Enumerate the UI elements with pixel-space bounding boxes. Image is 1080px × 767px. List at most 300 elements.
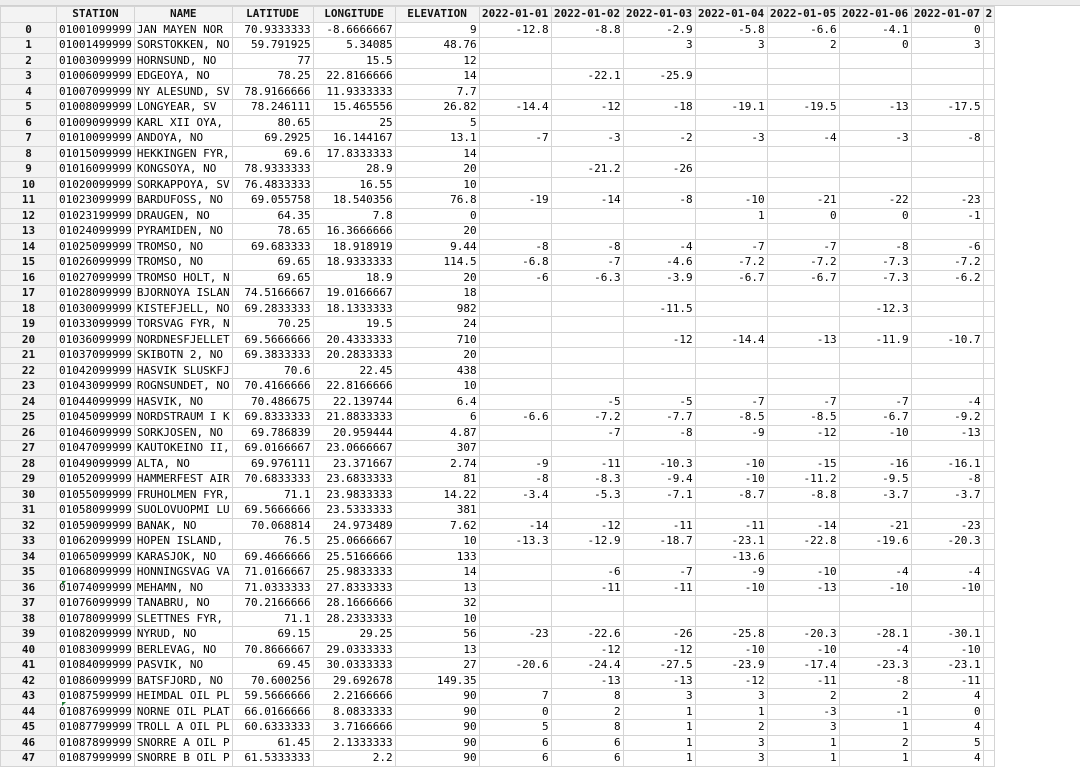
table-cell[interactable]: -7 [839, 394, 911, 410]
table-cell[interactable]: -10 [839, 580, 911, 596]
table-cell[interactable] [911, 224, 983, 240]
table-cell[interactable]: -6 [551, 565, 623, 581]
table-cell[interactable]: -28.1 [839, 627, 911, 643]
table-cell[interactable] [767, 611, 839, 627]
table-cell[interactable]: -16.1 [911, 456, 983, 472]
table-cell[interactable]: 01045099999 [57, 410, 135, 426]
table-cell[interactable]: -18 [623, 100, 695, 116]
table-cell[interactable]: TROMSO HOLT, N [134, 270, 232, 286]
table-cell[interactable]: -14.4 [695, 332, 767, 348]
table-cell[interactable]: 6 [479, 751, 551, 767]
table-cell[interactable] [695, 286, 767, 302]
table-cell[interactable]: 18.1333333 [313, 301, 395, 317]
table-cell[interactable]: 25.9833333 [313, 565, 395, 581]
table-cell[interactable]: 149.35 [395, 673, 479, 689]
table-cell[interactable]: 13.1 [395, 131, 479, 147]
table-cell[interactable] [551, 286, 623, 302]
table-cell[interactable] [983, 735, 995, 751]
table-cell[interactable]: PYRAMIDEN, NO [134, 224, 232, 240]
table-cell[interactable] [839, 379, 911, 395]
table-cell[interactable]: HONNINGSVAG VA [134, 565, 232, 581]
row-index-cell[interactable]: 22 [1, 363, 57, 379]
table-cell[interactable] [695, 84, 767, 100]
table-cell[interactable]: -9.2 [911, 410, 983, 426]
table-cell[interactable] [479, 286, 551, 302]
table-cell[interactable]: 16.3666666 [313, 224, 395, 240]
table-cell[interactable]: -3.7 [839, 487, 911, 503]
table-cell[interactable]: 4 [911, 720, 983, 736]
table-cell[interactable]: LONGYEAR, SV [134, 100, 232, 116]
table-cell[interactable]: 01009099999 [57, 115, 135, 131]
table-cell[interactable]: 74.5166667 [232, 286, 313, 302]
table-cell[interactable] [479, 596, 551, 612]
table-cell[interactable] [551, 208, 623, 224]
table-cell[interactable]: 70.068814 [232, 518, 313, 534]
table-cell[interactable]: -8.7 [695, 487, 767, 503]
table-cell[interactable]: -3 [695, 131, 767, 147]
table-cell[interactable]: -13 [623, 673, 695, 689]
table-cell[interactable] [767, 84, 839, 100]
table-cell[interactable]: MEHAMN, NO [134, 580, 232, 596]
table-cell[interactable]: -7.1 [623, 487, 695, 503]
table-cell[interactable] [767, 441, 839, 457]
table-cell[interactable]: 22.8166666 [313, 69, 395, 85]
table-cell[interactable]: -11 [623, 580, 695, 596]
table-cell[interactable]: KARASJOK, NO [134, 549, 232, 565]
table-cell[interactable]: 70.6833333 [232, 472, 313, 488]
table-cell[interactable]: 13 [395, 642, 479, 658]
table-cell[interactable] [551, 53, 623, 69]
table-cell[interactable]: 69.5666666 [232, 503, 313, 519]
row-index-cell[interactable]: 13 [1, 224, 57, 240]
table-cell[interactable] [551, 38, 623, 54]
table-cell[interactable]: -22 [839, 193, 911, 209]
table-cell[interactable]: 01023099999 [57, 193, 135, 209]
table-cell[interactable]: -10 [695, 456, 767, 472]
column-header[interactable]: 2 [983, 7, 995, 23]
table-cell[interactable]: 17.8333333 [313, 146, 395, 162]
table-cell[interactable] [479, 580, 551, 596]
table-cell[interactable] [911, 84, 983, 100]
row-index-cell[interactable]: 15 [1, 255, 57, 271]
table-cell[interactable]: 5.34085 [313, 38, 395, 54]
row-index-cell[interactable]: 7 [1, 131, 57, 147]
table-cell[interactable]: 01049099999 [57, 456, 135, 472]
table-cell[interactable]: -20.3 [767, 627, 839, 643]
table-cell[interactable]: 1 [767, 735, 839, 751]
table-cell[interactable]: 20 [395, 270, 479, 286]
table-cell[interactable] [479, 317, 551, 333]
row-index-cell[interactable]: 33 [1, 534, 57, 550]
table-cell[interactable]: -22.6 [551, 627, 623, 643]
table-cell[interactable]: 01001099999 [57, 22, 135, 38]
table-cell[interactable]: NORDNESFJELLET [134, 332, 232, 348]
table-cell[interactable]: 1 [623, 735, 695, 751]
table-cell[interactable]: DRAUGEN, NO [134, 208, 232, 224]
table-cell[interactable] [983, 472, 995, 488]
table-cell[interactable] [911, 162, 983, 178]
table-cell[interactable] [983, 38, 995, 54]
table-cell[interactable] [695, 503, 767, 519]
table-cell[interactable]: -7 [695, 394, 767, 410]
row-index-cell[interactable]: 30 [1, 487, 57, 503]
table-cell[interactable]: 8 [551, 720, 623, 736]
column-header[interactable]: 2022-01-01 [479, 7, 551, 23]
table-cell[interactable]: -9.5 [839, 472, 911, 488]
table-cell[interactable]: -19.6 [839, 534, 911, 550]
table-cell[interactable]: KISTEFJELL, NO [134, 301, 232, 317]
table-cell[interactable]: -15 [767, 456, 839, 472]
row-index-cell[interactable]: 28 [1, 456, 57, 472]
table-cell[interactable] [911, 286, 983, 302]
table-cell[interactable] [911, 379, 983, 395]
table-cell[interactable]: 23.0666667 [313, 441, 395, 457]
table-cell[interactable]: 70.4166666 [232, 379, 313, 395]
table-cell[interactable]: -7 [767, 394, 839, 410]
table-cell[interactable] [623, 441, 695, 457]
table-cell[interactable]: TROMSO, NO [134, 255, 232, 271]
table-cell[interactable]: 6 [551, 735, 623, 751]
table-cell[interactable] [623, 115, 695, 131]
table-cell[interactable]: 6 [479, 735, 551, 751]
table-cell[interactable]: 18.918919 [313, 239, 395, 255]
table-cell[interactable] [479, 84, 551, 100]
table-cell[interactable]: 80.65 [232, 115, 313, 131]
table-cell[interactable] [767, 69, 839, 85]
table-cell[interactable]: 01047099999 [57, 441, 135, 457]
table-cell[interactable] [551, 146, 623, 162]
table-cell[interactable]: TROLL A OIL PL [134, 720, 232, 736]
table-cell[interactable]: -6 [911, 239, 983, 255]
table-cell[interactable]: 78.9166666 [232, 84, 313, 100]
table-cell[interactable]: -6.2 [911, 270, 983, 286]
table-cell[interactable]: KAUTOKEINO II, [134, 441, 232, 457]
row-index-cell[interactable]: 18 [1, 301, 57, 317]
table-cell[interactable] [983, 534, 995, 550]
table-cell[interactable] [623, 549, 695, 565]
table-cell[interactable]: 01023199999 [57, 208, 135, 224]
table-cell[interactable] [983, 162, 995, 178]
table-cell[interactable] [983, 146, 995, 162]
table-cell[interactable]: HOPEN ISLAND, [134, 534, 232, 550]
table-cell[interactable]: -5.3 [551, 487, 623, 503]
table-cell[interactable]: 69.976111 [232, 456, 313, 472]
table-cell[interactable]: 69.6 [232, 146, 313, 162]
table-cell[interactable] [695, 441, 767, 457]
table-cell[interactable] [767, 146, 839, 162]
table-cell[interactable]: 23.5333333 [313, 503, 395, 519]
table-cell[interactable]: 0 [911, 22, 983, 38]
table-cell[interactable] [839, 53, 911, 69]
table-cell[interactable] [839, 596, 911, 612]
table-cell[interactable]: -9 [479, 456, 551, 472]
table-cell[interactable] [983, 642, 995, 658]
table-cell[interactable] [911, 363, 983, 379]
table-cell[interactable] [479, 673, 551, 689]
table-cell[interactable]: 982 [395, 301, 479, 317]
table-cell[interactable]: 78.246111 [232, 100, 313, 116]
table-cell[interactable]: 3 [695, 751, 767, 767]
table-cell[interactable] [551, 348, 623, 364]
table-cell[interactable] [839, 503, 911, 519]
table-cell[interactable]: -2.9 [623, 22, 695, 38]
table-cell[interactable]: 23.371667 [313, 456, 395, 472]
table-cell[interactable]: 2.1333333 [313, 735, 395, 751]
table-cell[interactable]: SORSTOKKEN, NO [134, 38, 232, 54]
table-cell[interactable]: -12 [623, 332, 695, 348]
table-cell[interactable]: -11 [911, 673, 983, 689]
table-cell[interactable]: -4.1 [839, 22, 911, 38]
table-cell[interactable]: 01036099999 [57, 332, 135, 348]
table-cell[interactable] [551, 224, 623, 240]
table-cell[interactable]: 0 [911, 704, 983, 720]
table-cell[interactable] [695, 317, 767, 333]
table-cell[interactable] [551, 379, 623, 395]
row-index-cell[interactable]: 46 [1, 735, 57, 751]
table-cell[interactable]: 10 [395, 379, 479, 395]
table-cell[interactable]: 90 [395, 735, 479, 751]
table-cell[interactable]: 7.8 [313, 208, 395, 224]
table-cell[interactable]: 16.55 [313, 177, 395, 193]
column-header[interactable]: 2022-01-02 [551, 7, 623, 23]
table-cell[interactable] [479, 208, 551, 224]
table-cell[interactable] [839, 348, 911, 364]
table-cell[interactable]: 90 [395, 720, 479, 736]
table-cell[interactable]: -17.5 [911, 100, 983, 116]
row-index-cell[interactable]: 43 [1, 689, 57, 705]
table-cell[interactable] [695, 177, 767, 193]
table-cell[interactable]: -27.5 [623, 658, 695, 674]
table-cell[interactable]: 69.0166667 [232, 441, 313, 457]
table-cell[interactable]: 2 [551, 704, 623, 720]
table-cell[interactable] [695, 53, 767, 69]
column-header[interactable]: 2022-01-05 [767, 7, 839, 23]
table-cell[interactable]: 90 [395, 689, 479, 705]
table-cell[interactable]: 0 [839, 208, 911, 224]
table-cell[interactable]: -21.2 [551, 162, 623, 178]
table-cell[interactable]: 01025099999 [57, 239, 135, 255]
row-index-cell[interactable]: 34 [1, 549, 57, 565]
table-cell[interactable]: 8.0833333 [313, 704, 395, 720]
table-cell[interactable]: -8 [623, 425, 695, 441]
table-cell[interactable]: 19.5 [313, 317, 395, 333]
table-cell[interactable]: -10 [695, 642, 767, 658]
table-cell[interactable]: 18.540356 [313, 193, 395, 209]
table-cell[interactable]: 01030099999 [57, 301, 135, 317]
table-cell[interactable]: -20.6 [479, 658, 551, 674]
table-cell[interactable] [767, 348, 839, 364]
table-cell[interactable]: SUOLOVUOPMI LU [134, 503, 232, 519]
table-cell[interactable] [983, 239, 995, 255]
table-cell[interactable] [911, 317, 983, 333]
table-cell[interactable]: 0 [839, 38, 911, 54]
table-cell[interactable]: 7.62 [395, 518, 479, 534]
table-cell[interactable]: 01087999999 [57, 751, 135, 767]
table-cell[interactable] [695, 224, 767, 240]
table-cell[interactable]: -8.5 [695, 410, 767, 426]
table-cell[interactable]: 20.2833333 [313, 348, 395, 364]
table-cell[interactable]: -10 [911, 580, 983, 596]
row-index-cell[interactable]: 14 [1, 239, 57, 255]
table-cell[interactable]: 1 [839, 720, 911, 736]
table-cell[interactable]: 69.65 [232, 270, 313, 286]
table-cell[interactable]: -8 [911, 472, 983, 488]
table-cell[interactable] [479, 224, 551, 240]
table-cell[interactable] [479, 642, 551, 658]
table-cell[interactable]: ROGNSUNDET, NO [134, 379, 232, 395]
table-cell[interactable]: 29.25 [313, 627, 395, 643]
table-cell[interactable]: 59.791925 [232, 38, 313, 54]
table-cell[interactable]: 01008099999 [57, 100, 135, 116]
table-cell[interactable] [551, 301, 623, 317]
table-cell[interactable]: SLETTNES FYR, [134, 611, 232, 627]
table-cell[interactable] [479, 565, 551, 581]
table-cell[interactable]: -7.2 [767, 255, 839, 271]
row-index-cell[interactable]: 39 [1, 627, 57, 643]
table-cell[interactable]: 29.692678 [313, 673, 395, 689]
table-cell[interactable]: 25.5166666 [313, 549, 395, 565]
table-cell[interactable]: 01084099999 [57, 658, 135, 674]
table-cell[interactable]: 18 [395, 286, 479, 302]
table-cell[interactable]: SORKAPPOYA, SV [134, 177, 232, 193]
table-cell[interactable]: -18.7 [623, 534, 695, 550]
table-cell[interactable]: -6.7 [839, 410, 911, 426]
table-cell[interactable] [911, 549, 983, 565]
table-cell[interactable] [623, 224, 695, 240]
table-cell[interactable]: 2.2166666 [313, 689, 395, 705]
table-cell[interactable]: -8 [479, 472, 551, 488]
row-index-cell[interactable]: 20 [1, 332, 57, 348]
table-cell[interactable] [479, 53, 551, 69]
table-cell[interactable]: 23.6833333 [313, 472, 395, 488]
table-cell[interactable] [767, 596, 839, 612]
table-cell[interactable]: 23.9833333 [313, 487, 395, 503]
table-cell[interactable]: -21 [839, 518, 911, 534]
table-cell[interactable]: -6.6 [479, 410, 551, 426]
table-cell[interactable]: 1 [839, 751, 911, 767]
table-cell[interactable]: -9.4 [623, 472, 695, 488]
table-cell[interactable] [983, 100, 995, 116]
table-cell[interactable]: 48.76 [395, 38, 479, 54]
table-cell[interactable] [983, 720, 995, 736]
table-cell[interactable]: 3 [695, 735, 767, 751]
table-cell[interactable]: -3.7 [911, 487, 983, 503]
table-cell[interactable]: 2 [695, 720, 767, 736]
table-cell[interactable] [623, 146, 695, 162]
table-cell[interactable]: 133 [395, 549, 479, 565]
table-cell[interactable]: -3 [551, 131, 623, 147]
row-index-cell[interactable]: 32 [1, 518, 57, 534]
table-cell[interactable]: -13 [551, 673, 623, 689]
table-cell[interactable]: -23.3 [839, 658, 911, 674]
column-header[interactable]: 2022-01-07 [911, 7, 983, 23]
table-cell[interactable] [551, 115, 623, 131]
table-cell[interactable]: 01078099999 [57, 611, 135, 627]
column-header[interactable]: LONGITUDE [313, 7, 395, 23]
table-cell[interactable]: BJORNOYA ISLAN [134, 286, 232, 302]
table-cell[interactable] [623, 379, 695, 395]
table-cell[interactable]: -8 [839, 673, 911, 689]
table-cell[interactable]: 32 [395, 596, 479, 612]
table-cell[interactable]: -14 [479, 518, 551, 534]
row-index-cell[interactable]: 3 [1, 69, 57, 85]
table-cell[interactable] [983, 177, 995, 193]
table-cell[interactable]: 22.139744 [313, 394, 395, 410]
row-index-cell[interactable]: 11 [1, 193, 57, 209]
table-cell[interactable]: 59.5666666 [232, 689, 313, 705]
table-cell[interactable] [767, 115, 839, 131]
table-cell[interactable]: -12 [551, 100, 623, 116]
table-cell[interactable]: 01087799999 [57, 720, 135, 736]
table-cell[interactable]: 69.65 [232, 255, 313, 271]
table-cell[interactable]: 3 [695, 38, 767, 54]
table-cell[interactable] [767, 53, 839, 69]
table-cell[interactable]: -23 [911, 518, 983, 534]
table-cell[interactable]: -10 [767, 642, 839, 658]
table-cell[interactable] [839, 146, 911, 162]
table-cell[interactable]: 3 [623, 38, 695, 54]
table-cell[interactable]: -13 [839, 100, 911, 116]
table-cell[interactable] [767, 301, 839, 317]
table-cell[interactable]: 2.74 [395, 456, 479, 472]
table-cell[interactable] [551, 363, 623, 379]
table-cell[interactable] [479, 425, 551, 441]
table-cell[interactable]: TROMSO, NO [134, 239, 232, 255]
table-cell[interactable] [767, 286, 839, 302]
table-cell[interactable] [551, 611, 623, 627]
table-cell[interactable]: -16 [839, 456, 911, 472]
table-cell[interactable]: 78.25 [232, 69, 313, 85]
table-cell[interactable]: 20.4333333 [313, 332, 395, 348]
table-cell[interactable] [983, 689, 995, 705]
table-cell[interactable]: -10.3 [623, 456, 695, 472]
table-cell[interactable] [839, 363, 911, 379]
table-cell[interactable]: -19.5 [767, 100, 839, 116]
table-cell[interactable]: -5.8 [695, 22, 767, 38]
table-cell[interactable]: -11 [551, 456, 623, 472]
table-cell[interactable]: 76.5 [232, 534, 313, 550]
table-cell[interactable]: 76.4833333 [232, 177, 313, 193]
table-cell[interactable]: -7.3 [839, 270, 911, 286]
row-index-cell[interactable]: 35 [1, 565, 57, 581]
table-cell[interactable]: -8 [479, 239, 551, 255]
table-cell[interactable]: 1 [767, 751, 839, 767]
table-cell[interactable]: 01028099999 [57, 286, 135, 302]
column-header[interactable]: STATION [57, 7, 135, 23]
table-cell[interactable]: 70.600256 [232, 673, 313, 689]
table-cell[interactable] [983, 456, 995, 472]
table-cell[interactable]: 01001499999 [57, 38, 135, 54]
table-cell[interactable]: -10 [767, 565, 839, 581]
row-index-cell[interactable]: 25 [1, 410, 57, 426]
table-cell[interactable] [839, 115, 911, 131]
table-cell[interactable]: -12.3 [839, 301, 911, 317]
table-cell[interactable]: 01055099999 [57, 487, 135, 503]
table-cell[interactable]: -2 [623, 131, 695, 147]
row-index-cell[interactable]: 44 [1, 704, 57, 720]
table-cell[interactable]: 1 [695, 208, 767, 224]
table-cell[interactable]: 7.7 [395, 84, 479, 100]
table-cell[interactable]: 81 [395, 472, 479, 488]
table-cell[interactable] [983, 441, 995, 457]
table-cell[interactable] [983, 518, 995, 534]
table-cell[interactable] [479, 177, 551, 193]
table-cell[interactable] [983, 301, 995, 317]
table-cell[interactable]: 01068099999 [57, 565, 135, 581]
row-index-cell[interactable]: 45 [1, 720, 57, 736]
table-cell[interactable]: 01016099999 [57, 162, 135, 178]
table-cell[interactable]: 01003099999 [57, 53, 135, 69]
